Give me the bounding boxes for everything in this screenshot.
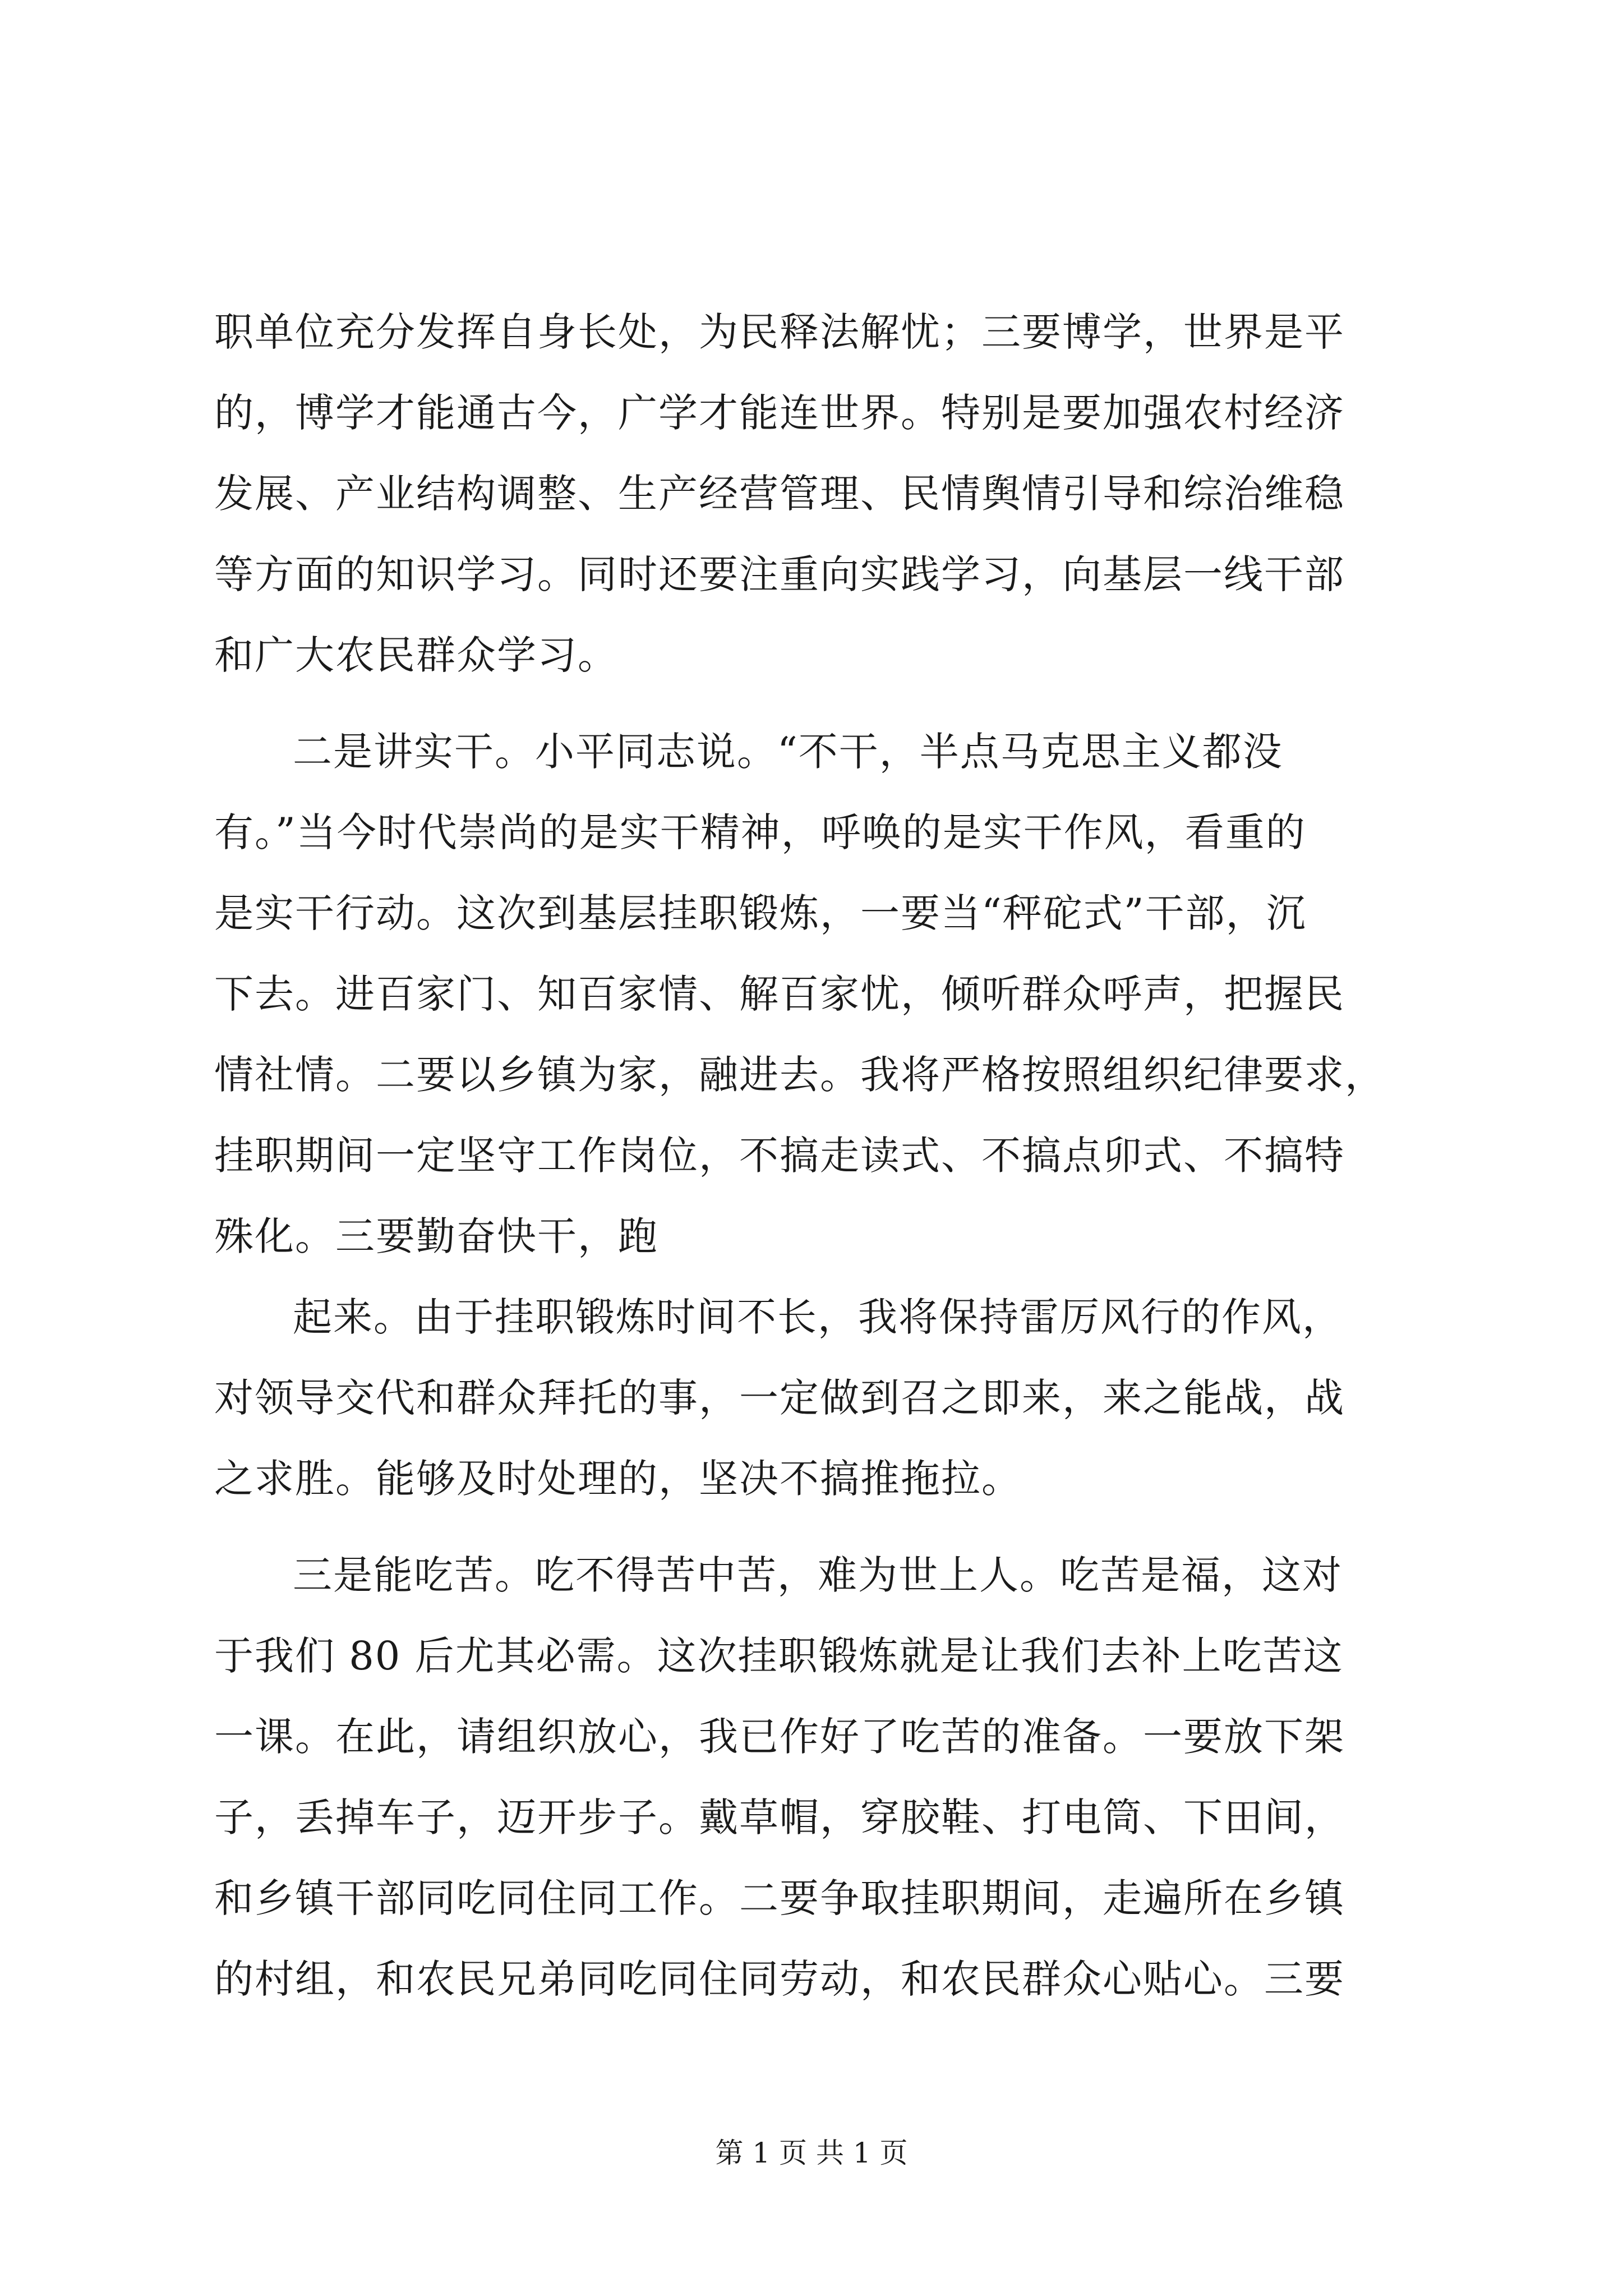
text-line: 对领导交代和群众拜托的事，一定做到召之即来，来之能战，战 (214, 1375, 1345, 1421)
body-text (214, 292, 1426, 2019)
text-line: 之求胜。能够及时处理的，坚决不搞推拖拉。 (214, 1456, 1022, 1502)
text-line: 和广大农民群众学习。 (214, 632, 618, 678)
text-line: 职单位充分发挥自身长处，为民释法解忧；三要博学，世界是平 (214, 309, 1345, 355)
text-line: 发展、产业结构调整、生产经营管理、民情舆情引导和综治维稳 (214, 471, 1345, 517)
text-line: 的，博学才能通古今，广学才能连世界。特别是要加强农村经济 (214, 390, 1345, 436)
text-line: 情社情。二要以乡镇为家，融进去。我将严格按照组织纪律要求， (214, 1052, 1385, 1098)
text-line: 三是能吃苦。吃不得苦中苦，难为世上人。吃苦是福，这对 (293, 1552, 1343, 1598)
text-line: 和乡镇干部同吃同住同工作。二要争取挂职期间，走遍所在乡镇 (214, 1875, 1345, 1921)
text-line: 于我们 80 后尤其必需。这次挂职锻炼就是让我们去补上吃苦这 (214, 1633, 1344, 1679)
text-line: 下去。进百家门、知百家情、解百家忧，倾听群众呼声，把握民 (214, 971, 1345, 1017)
text-line: 的村组，和农民兄弟同吃同住同劳动，和农民群众心贴心。三要 (214, 1956, 1345, 2002)
text-line: 挂职期间一定坚守工作岗位，不搞走读式、不搞点卯式、不搞特 (214, 1133, 1345, 1179)
text-line: 起来。由于挂职锻炼时间不长，我将保持雷厉风行的作风， (293, 1294, 1343, 1340)
text-line: 二是讲实干。小平同志说。“不干，半点马克思主义都没 (293, 729, 1283, 775)
paragraph-gap (214, 1519, 1426, 1535)
page-footer (0, 2136, 1623, 2170)
text-line: 是实干行动。这次到基层挂职锻炼，一要当“秤砣式”干部，沉 (214, 890, 1307, 936)
text-line: 有。”当今时代崇尚的是实干精神，呼唤的是实干作风，看重的 (214, 809, 1306, 855)
text-line: 等方面的知识学习。同时还要注重向实践学习，向基层一线干部 (214, 551, 1345, 597)
text-line: 殊化。三要勤奋快干，跑 (214, 1213, 658, 1259)
text-line: 子，丢掉车子，迈开步子。戴草帽，穿胶鞋、打电筒、下田间， (214, 1795, 1345, 1841)
page-number-label: 第 1 页 共 1 页 (715, 2137, 908, 2169)
text-line: 一课。在此，请组织放心，我已作好了吃苦的准备。一要放下架 (214, 1714, 1345, 1760)
paragraph-gap (214, 696, 1426, 711)
